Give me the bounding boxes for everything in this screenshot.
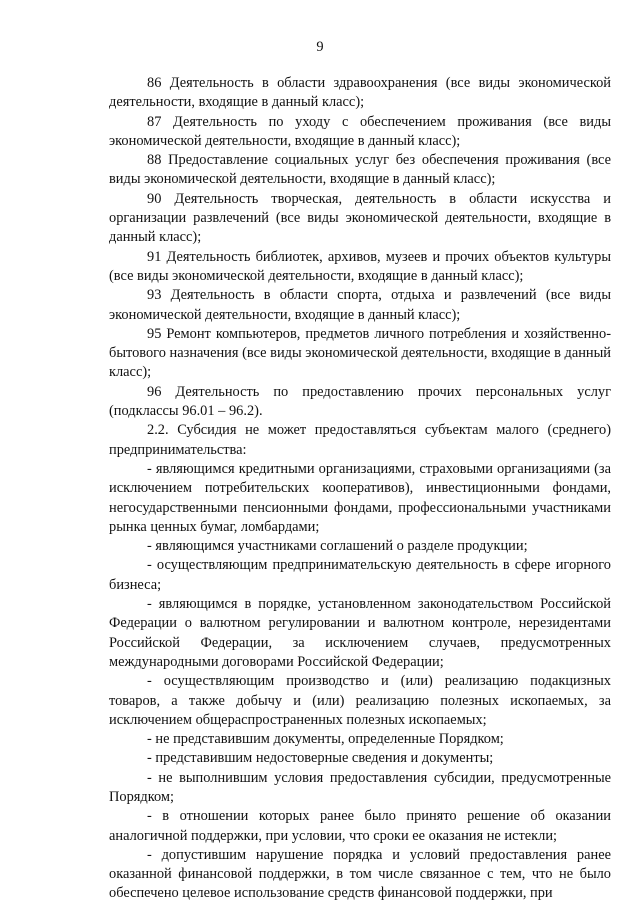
paragraph-item-95: 95 Ремонт компьютеров, предметов личного потребления и хозяйственно-бытового назначения (все виды экономической деятельности, входящие в данный класс);	[109, 325, 611, 381]
paragraph-item-90: 90 Деятельность творческая, деятельность в области искусства и организации развлечений (все виды экономической деятельности, входящие в данный класс);	[109, 190, 611, 246]
list-item-gambling: - осуществляющим предпринимательскую деятельность в сфере игорного бизнеса;	[109, 557, 611, 593]
list-item-excise-goods: - осуществляющим производство и (или) реализацию подакцизных товаров, а также добычу и (или) реализацию полезных ископаемых, за исключением общераспространенных полезных ископаемых;	[109, 673, 611, 728]
list-item-violation: - допустившим нарушение порядка и условий предоставления ранее оказанной финансовой поддержки, в том числе связанное с тем, что не было обеспечено целевое использование средств финансовой поддержки, при	[109, 846, 611, 902]
page-number: 9	[316, 39, 324, 55]
list-item-prior-support: - в отношении которых ранее было принято решение об оказании аналогичной поддержки, при условии, что сроки ее оказания не истекли;	[109, 808, 611, 844]
list-item-production-sharing: - являющимся участниками соглашений о разделе продукции;	[147, 538, 528, 555]
paragraph-item-88: 88 Предоставление социальных услуг без обеспечения проживания (все виды экономической деятельности, входящие в данный класс);	[109, 152, 611, 188]
paragraph-item-96: 96 Деятельность по предоставлению прочих персональных услуг (подклассы 96.01 – 96.2).	[109, 383, 611, 420]
list-item-false-information: - представившим недостоверные сведения и документы;	[147, 750, 494, 767]
list-item-conditions-not-met: - не выполнившим условия предоставления субсидии, предусмотренные Порядком;	[109, 769, 611, 805]
paragraph-item-91: 91 Деятельность библиотек, архивов, музеев и прочих объектов культуры (все виды экономической деятельности, входящие в данный класс);	[109, 248, 611, 284]
paragraph-item-87: 87 Деятельность по уходу с обеспечением проживания (все виды экономической деятельности, входящие в данный класс);	[109, 113, 611, 149]
paragraph-clause-2-2: 2.2. Субсидия не может предоставляться субъектам малого (среднего) предпринимательства:	[109, 422, 611, 458]
paragraph-item-86: 86 Деятельность в области здравоохранения (все виды экономической деятельности, входящие в данный класс);	[109, 75, 611, 111]
list-item-credit-organizations: - являющимся кредитными организациями, страховыми организациями (за исключением потребительских кооперативов), инвестиционными фондами, негосударственными пенсионными фондами, профессиональными участниками рынка ценных бумаг, ломбардами;	[109, 460, 611, 535]
list-item-non-residents: - являющимся в порядке, установленном законодательством Российской Федерации о валютном регулировании и валютном контроле, нерезидентами Российской Федерации, за исключением случаев, предусмотренных международными договорами Российской Федерации;	[109, 596, 611, 670]
document-body	[109, 74, 611, 904]
list-item-no-documents: - не представившим документы, определенные Порядком;	[147, 731, 504, 748]
paragraph-item-93: 93 Деятельность в области спорта, отдыха и развлечений (все виды экономической деятельности, входящие в данный класс);	[109, 287, 611, 323]
